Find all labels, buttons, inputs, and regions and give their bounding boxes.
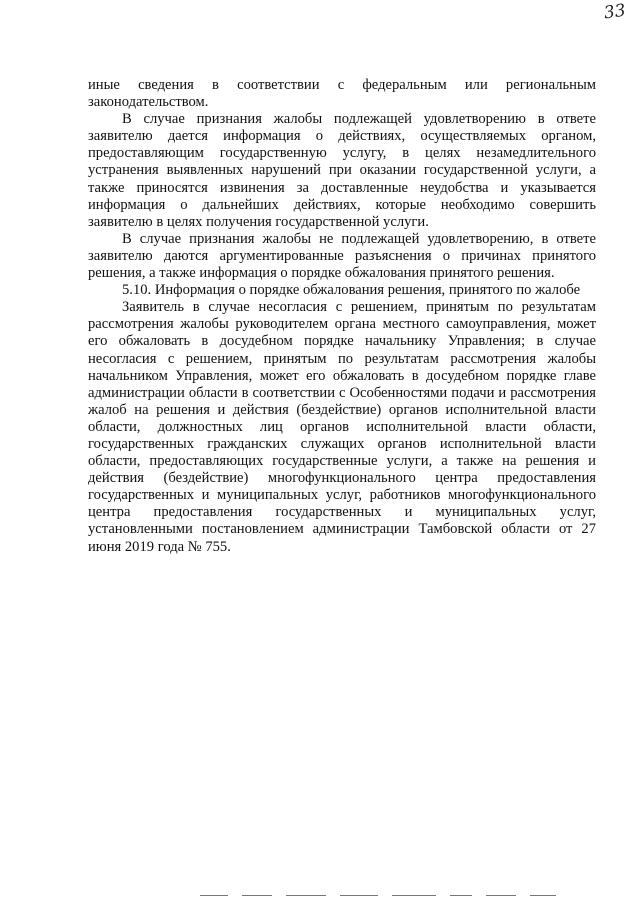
paragraph-other-information: иные сведения в соответствии с федеральным или региональным законодательством.: [88, 77, 596, 111]
section-heading-5-10: 5.10. Информация о порядке обжалования решения, принятого по жалобе: [122, 282, 581, 299]
paragraph-complaint-rejected: В случае признания жалобы не подлежащей удовлетворению, в ответе заявителю даются аргументированные разъяснения о причинах принятого решения, а также информация о порядке обжалования принятого решения.: [88, 230, 596, 282]
page-number: 33: [603, 0, 628, 24]
document-body: [88, 77, 596, 556]
paragraph-complaint-satisfied: В случае признания жалобы подлежащей удовлетворению в ответе заявителю дается информация о действиях, осуществляемых органом, предоставляющим государственную услугу, в целях незамедлительного устранения выявленных нарушений при оказании государственной услуги, а также приносятся извинения за доставленные неудобства и указывается информация о дальнейших действиях, которые необходимо совершить заявителю в целях получения государственной услуги.: [88, 111, 596, 230]
paragraph-appeal-procedure: Заявитель в случае несогласия с решением, принятым по результатам рассмотрения жалобы руководителем органа местного самоуправления, может его обжаловать в досудебном порядке начальнику Управления; в случае несогласия с решением, принятым по результатам рассмотрения жалобы начальником Управления, может его обжаловать в досудебном порядке главе администрации области в соответствии с Особенностями подачи и рассмотрения жалоб на решения и действия (бездействие) органов исполнительной власти области, должностных лиц органов исполнительной власти области, государственных гражданских служащих органов исполнительной власти области, предоставляющих государственные услуги, а также на решения и действия (бездействие) многофункционального центра предоставления государственных и муниципальных услуг, работников многофункционального центра предоставления государственных и муниципальных услуг, установленными постановлением администрации Тамбовской области от 27 июня 2019 года № 755.: [88, 299, 596, 555]
scan-bottom-artifact: [200, 893, 620, 897]
